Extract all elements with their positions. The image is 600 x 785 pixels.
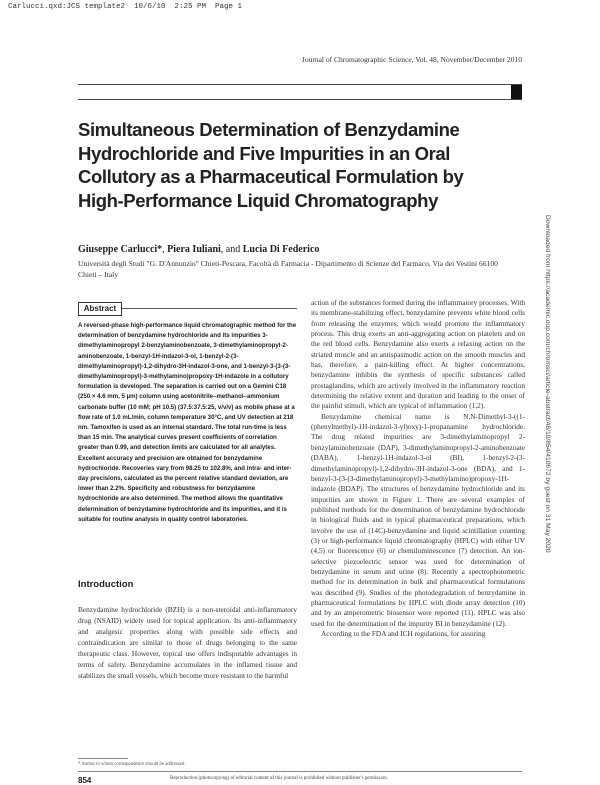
author-separator: , and [220, 244, 243, 255]
header-rule [78, 84, 522, 100]
affiliation: Università degli Studi "G. D'Annunzio" Chieti-Pescara, Facoltà di Farmacia - Dipartimento di Scienze del Farmaco, Via dei Vestini 66100 Chieti – Italy [78, 259, 498, 279]
author-3: Lucia Di Federico [242, 244, 320, 255]
author-list [78, 244, 319, 255]
footnote-rule [78, 758, 128, 759]
file-slug: Carlucci.qxd:JCS template2 10/6/10 2:25 PM Page 1 [8, 3, 243, 11]
reproduction-notice: Reproduction (photocopying) of editorial content of this journal is prohibited without publisher's permission. [170, 776, 388, 781]
author-2: Piera Iuliani [167, 244, 221, 255]
paragraph: Benzydamine chemical name is N,N-Dimethyl-3-((1-(phenylmethyl)-1H-indazol-3-yl)oxy)-1-propanamine hydrochloride. The drug related impurities are 3-dimethylaminopropyl 2-benzylaminobenzoate (DAP), 3-dimethylaminopropyl-2-aminobenzoate (DABA), 1-benzyl-1H-indazol-3-ol (BI), 1-benzyl-2-(3-dimethylaminopropyl)-1,2-dihydro-3H-indazol-3-one (BDA), and 1-benzyl-3-(3-(3-dimethylaminopropyl)-3-methylamino)propoxy-1H-indazole (BDAP). The structures of benzydamine hydrochloride and its impurities are shown in Figure 1. There are several examples of published methods for the determination of benzydamine hydrochloride in biological fluids and in typical pharmaceutical preparations, which involve the use of (14C)-benzydamine and liquid scintillation counting (3) or high-performance liquid chromatography (HPLC) with either UV (4,5) or fluorescence (6) or chemiluminescence (7) detection. An ion-selective piezoelectric sensor was used for determination of benzydamine in serum and urine (8). Recently a spectrophotometric method for its determination in bulk and pharmaceutical formulations was described (9). Studies of the photodegradation of benzydamine in pharmaceutical formulations by HPLC with diode array detection (10) and by an amperometric biosensor were reported (11). HPLC was also used for the determination of the impurity BI in benzydamine (12). [311, 411, 525, 628]
paragraph: According to the FDA and ICH regulations, for assuring [321, 629, 486, 638]
abstract-text: A reversed-phase high-performance liquid chromatographic method for the determination of benzydamine hydrochloride and its impurities 3-dimethylaminopropyl 2-benzylaminobenzoate, 3-dimethylaminopropyl-2-aminobenzoate, 1-benzyl-1H-indazol-3-ol, 1-benzyl-2-(3-dimethylaminopropyl)-1,2-dihydro-3H-indazol-3-one, and 1-benzyl-3-(3-(3-dimethylaminopropyl)-3-methylamino)propoxy-1H-indazole in a collutory formulation is developed. The separation is carried out on a Gemini C18 (250 × 4.6 mm, 5 µm) column using acetonitrile–methanol–ammonium carbonate buffer (10 mM; pH 10.5) (37.5:37.5:25, v/v/v) as mobile phase at a flow rate of 1.0 mL/min, column temperature 30°C, and UV detection at 218 nm. Tamoxifen is used as an internal standard. The total run-time is less than 15 min. The analytical curves present coefficients of correlation greater than 0.99, and detection limits are calculated for all analytes. Excellent accuracy and precision are obtained for benzydamine hydrochloride. Recoveries vary from 98.25 to 102.8%, and intra- and inter-day precisions, calculated as the percent relative standard deviation, are lower than 2.2%. Specificity and robustness for benzydamine hydrochloride are also determined. The method allows the quantitative determination of benzydamine hydrochloride and its impurities, and it is suitable for routine analysis in quality control laboratories. [78, 322, 297, 523]
header-rule-block [511, 85, 522, 99]
page-number: 854 [78, 776, 92, 785]
right-column [311, 298, 525, 639]
paragraph: action of the substances formed during the inflammatory processes. With its membrane-stabilizing effect, benzydamine prevents white blood cells from releasing the enzymes, which would promote the inflammatory process. This drug exerts an anti-aggregating action on platelets and on the red blood cells. Benzydamine also exerts a relaxing action on the striated muscle and an antispasmodic action on the smooth muscles and has, therefore, a pain-killing effect. At higher concentrations, benzydamine inhibits the synthesis of specific substances called prostaglandins, which are actively involved in the inflammatory reaction determining the relative extent and duration and leading to the onset of the painful stimuli, which are typical of inflammation (1,2). [311, 298, 525, 411]
download-notice [545, 215, 557, 615]
footer-rule [78, 771, 522, 772]
article-title: Simultaneous Determination of Benzydamine Hydrochloride and Five Impurities in an Oral Collutory as a Pharmaceutical Formulation by High-Performance Liquid Chromatography [78, 119, 464, 211]
download-notice-text[interactable]: Downloaded from https://academic.oup.com/chromsci/article-abstract/48/10/854/410672 by guest on 31 May 2020 [544, 215, 551, 553]
introduction-text: Benzydamine hydrochloride (BZH) is a non-steroidal anti-inflammatory drug (NSAID) widely used for topical application. Its anti-inflammatory and analgesic properties along with possible side effects and contraindication are similar to those of drugs belonging to the same therapeutic class. However, topical use offers indisputable advantages in terms of safety. Benzydamine accumulates in the inflamed tissue and stabilizes the small vessels, which become more resistant to the harmful [78, 605, 297, 680]
journal-header: Journal of Chromatographic Science, Vol. 48, November/December 2010 [301, 55, 522, 64]
author-1: Giuseppe Carlucci* [78, 244, 163, 255]
introduction-heading: Introduction [78, 579, 134, 590]
footnote: * Author to whom correspondence should be addressed. [78, 762, 186, 767]
abstract-rule [122, 308, 297, 309]
abstract-label: Abstract [78, 302, 122, 316]
author-separator: , [162, 244, 168, 255]
